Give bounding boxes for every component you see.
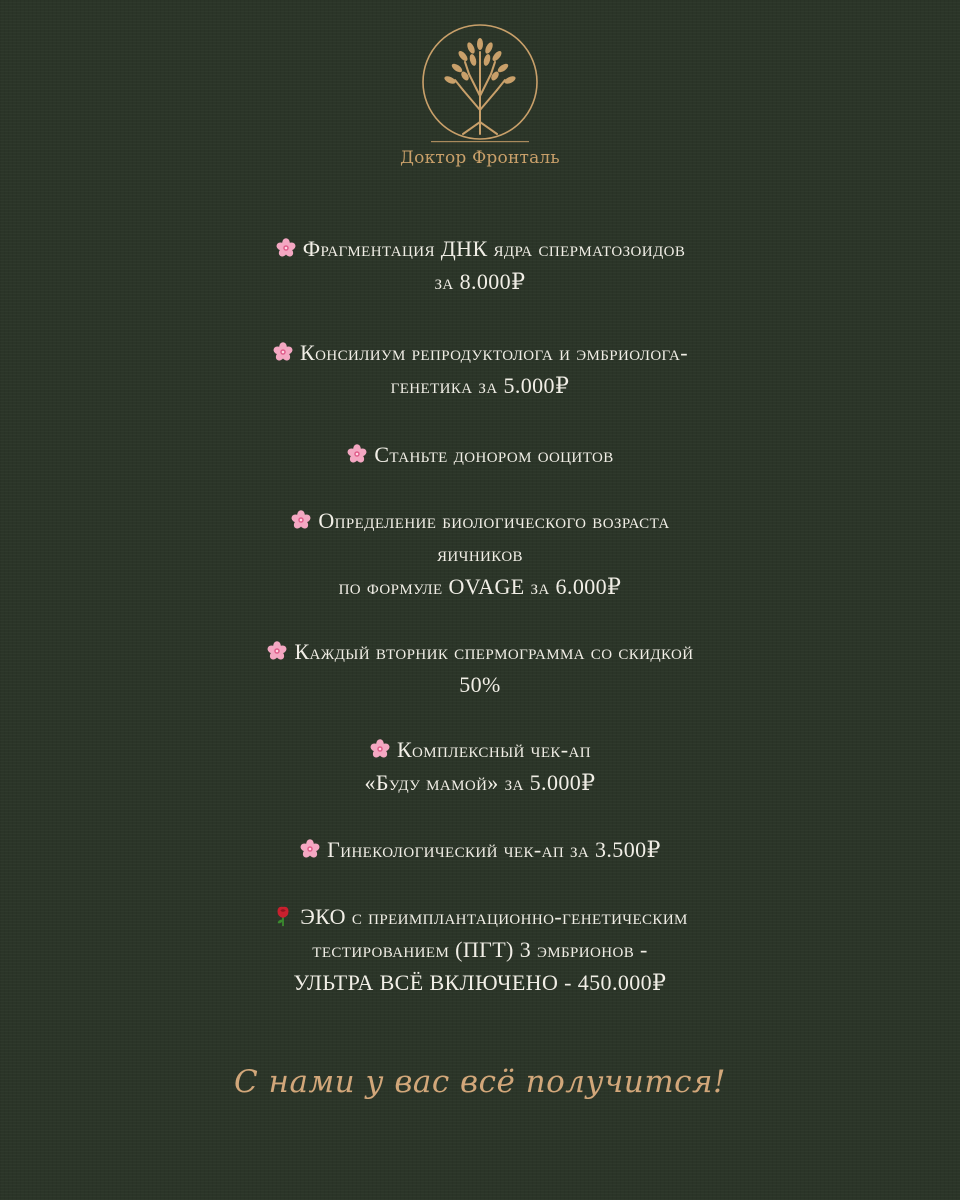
offer-text: генетика за 5.000₽ xyxy=(390,373,570,398)
offers-list xyxy=(0,232,960,999)
offer-line xyxy=(0,537,960,570)
offer-text: тестированием (ПГТ) 3 эмбрионов - xyxy=(312,937,648,962)
offer-text: яичников xyxy=(437,541,523,566)
offer-line xyxy=(0,635,960,668)
offer-text: по формуле OVAGE за 6.000₽ xyxy=(338,574,622,599)
offer-text: 50% xyxy=(459,672,501,697)
offer-text: Гинекологический чек-ап за 3.500₽ xyxy=(327,837,661,862)
offer-item xyxy=(0,336,960,402)
offer-line xyxy=(0,336,960,369)
offer-line xyxy=(0,900,960,933)
footer-slogan: С нами у вас всё получится! xyxy=(233,1064,727,1100)
offer-text: Станьте донором ооцитов xyxy=(374,442,614,467)
cherry-blossom-icon xyxy=(346,443,368,465)
offer-text: Консилиум репродуктолога и эмбриолога- xyxy=(300,340,688,365)
offer-item xyxy=(0,733,960,799)
rose-icon xyxy=(272,905,294,927)
offer-line xyxy=(0,933,960,966)
offer-line xyxy=(0,668,960,701)
offer-line xyxy=(0,833,960,866)
offer-item xyxy=(0,833,960,866)
cherry-blossom-icon xyxy=(290,509,312,531)
offer-text: Определение биологического возраста xyxy=(318,508,670,533)
offer-text: Каждый вторник спермограмма со скидкой xyxy=(294,639,694,664)
offer-item xyxy=(0,504,960,603)
offer-line xyxy=(0,570,960,603)
offer-text: Фрагментация ДНК ядра сперматозоидов xyxy=(302,236,686,261)
offer-item xyxy=(0,232,960,298)
offer-item xyxy=(0,438,960,471)
offer-text: ЭКО с преимплантационно-генетическим xyxy=(300,904,688,929)
offer-line xyxy=(0,369,960,402)
cherry-blossom-icon xyxy=(369,738,391,760)
offer-line xyxy=(0,504,960,537)
offer-text: Комплексный чек-ап xyxy=(396,737,591,762)
clinic-logo xyxy=(0,22,960,168)
offer-item xyxy=(0,635,960,701)
offer-line xyxy=(0,265,960,298)
cherry-blossom-icon xyxy=(266,640,288,662)
offer-line xyxy=(0,733,960,766)
offer-line xyxy=(0,232,960,265)
tree-in-circle-logo-icon xyxy=(419,22,541,146)
cherry-blossom-icon xyxy=(299,838,321,860)
offer-text: за 8.000₽ xyxy=(434,269,526,294)
cherry-blossom-icon xyxy=(275,237,297,259)
offer-line xyxy=(0,966,960,999)
cherry-blossom-icon xyxy=(272,341,294,363)
offer-line xyxy=(0,438,960,471)
offer-text: УЛЬТРА ВСЁ ВКЛЮЧЕНО - 450.000₽ xyxy=(293,970,667,995)
offer-text: «Буду мамой» за 5.000₽ xyxy=(364,770,596,795)
offer-item xyxy=(0,900,960,999)
clinic-name: Доктор Фронталь xyxy=(400,148,560,168)
offer-line xyxy=(0,766,960,799)
